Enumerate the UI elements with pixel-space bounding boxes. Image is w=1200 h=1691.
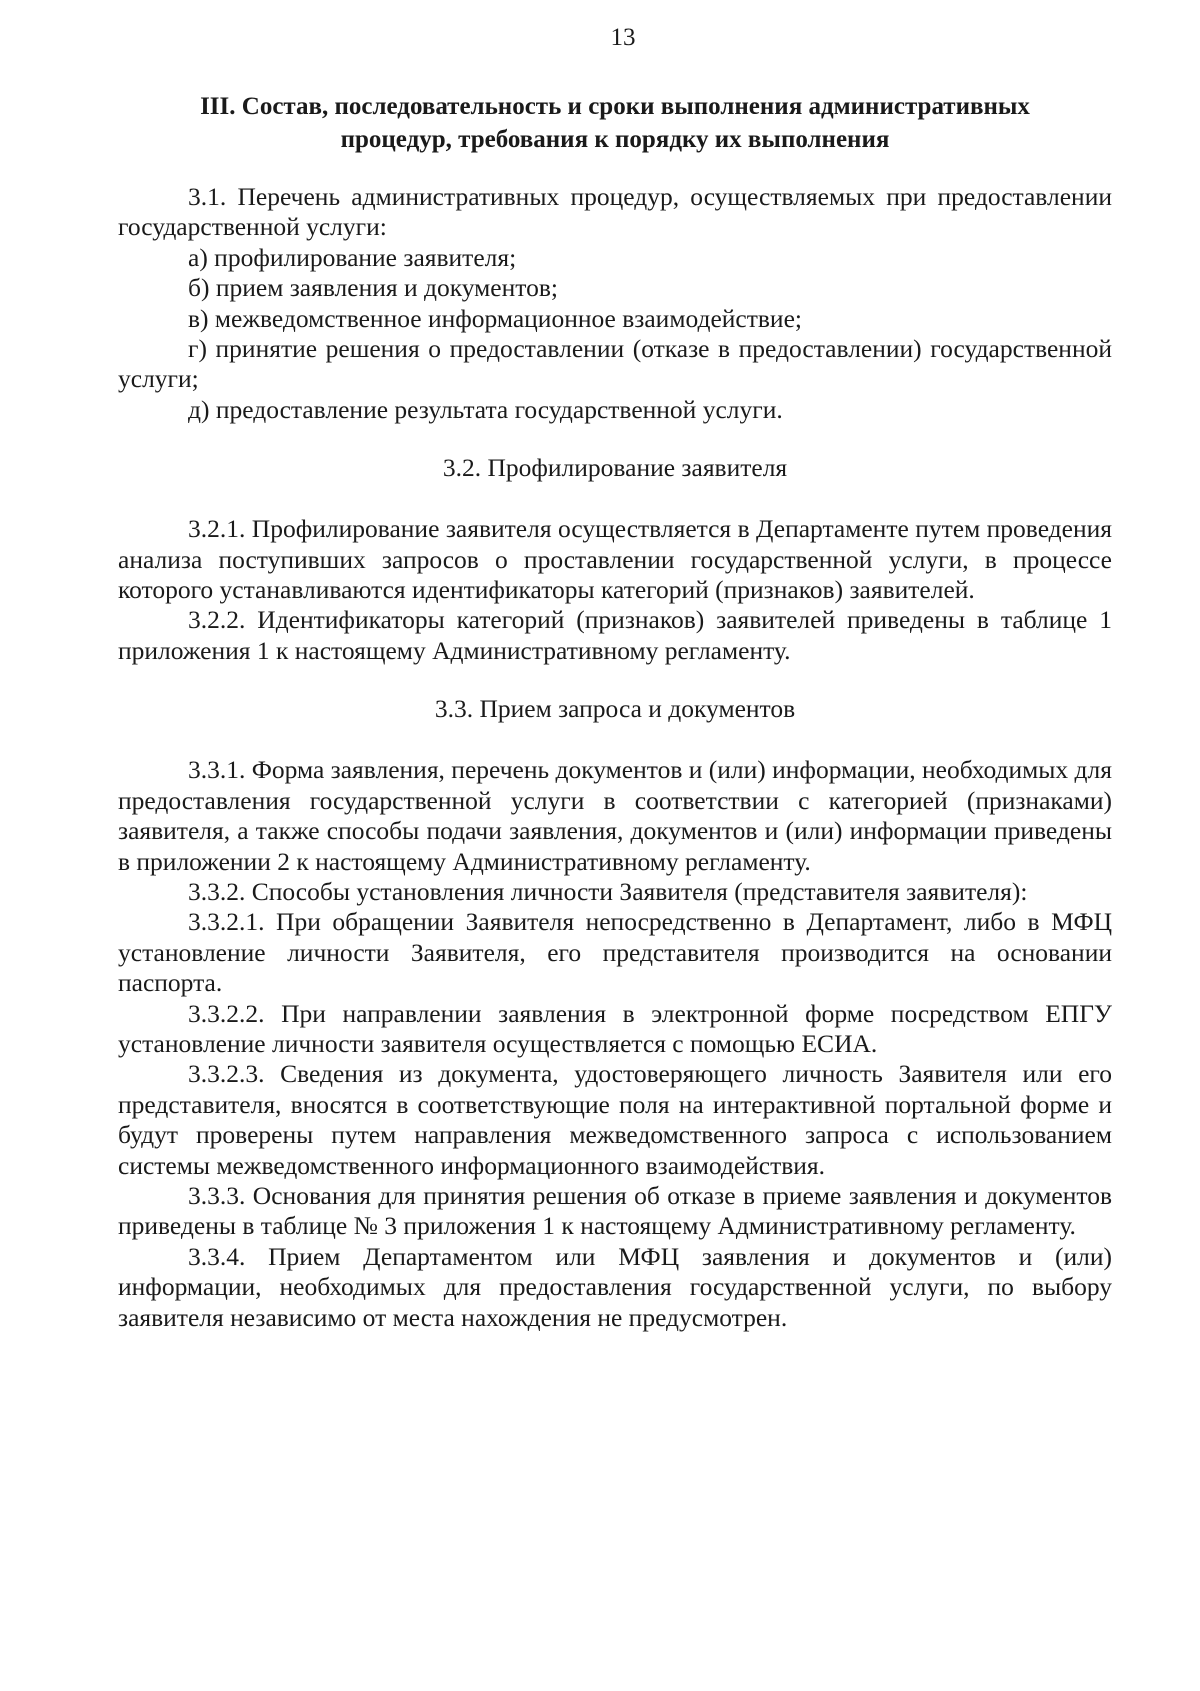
section-title-line-2: процедур, требования к порядку их выполнения: [340, 126, 890, 153]
paragraph-3-3-2: 3.3.2. Способы установления личности Заявителя (представителя заявителя):: [188, 876, 1028, 906]
paragraph-3-2-2: 3.2.2. Идентификаторы категорий (признаков) заявителей приведены в таблице 1 приложения 1 к настоящему Административному регламенту.: [118, 605, 1112, 665]
paragraph-3-3-2-2: 3.3.2.2. При направлении заявления в электронной форме посредством ЕПГУ установление личности заявителя осуществляется с помощью ЕСИА.: [118, 998, 1112, 1058]
paragraph-3-2-1: 3.2.1. Профилирование заявителя осуществляется в Департаменте путем проведения анализа поступивших запросов о проставлении государственной услуги, в процессе которого устанавливаются идентификаторы категорий (признаков) заявителей.: [118, 514, 1112, 605]
heading-3-3: 3.3. Прием запроса и документов: [434, 694, 796, 724]
list-item-a: а) профилирование заявителя;: [188, 242, 517, 272]
section-title: [118, 90, 1112, 156]
paragraph-3-1: 3.1. Перечень административных процедур, осуществляемых при предоставлении государственной услуги:: [118, 182, 1112, 242]
list-item-e: д) предоставление результата государственной услуги.: [188, 394, 783, 424]
document-page: [118, 24, 1112, 1333]
list-item-c: в) межведомственное информационное взаимодействие;: [188, 303, 802, 333]
section-title-line-1: III. Состав, последовательность и сроки выполнения административных: [200, 93, 1030, 120]
paragraph-3-3-3: 3.3.3. Основания для принятия решения об отказе в приеме заявления и документов приведены в таблице № 3 приложения 1 к настоящему Административному регламенту.: [118, 1180, 1112, 1241]
paragraph-3-3-2-1: 3.3.2.1. При обращении Заявителя непосредственно в Департамент, либо в МФЦ установление личности Заявителя, его представителя производится на основании паспорта.: [118, 907, 1112, 998]
heading-3-2: 3.2. Профилирование заявителя: [442, 453, 788, 483]
paragraph-3-3-2-3: 3.3.2.3. Сведения из документа, удостоверяющего личность Заявителя или его представителя, вносятся в соответствующие поля на интерактивной портальной форме и будут проверены путем направления межведомственного запроса с использованием системы межведомственного информационного взаимодействия.: [118, 1059, 1112, 1180]
paragraph-3-3-4: 3.3.4. Прием Департаментом или МФЦ заявления и документов и (или) информации, необходимых для предоставления государственной услуги, по выбору заявителя независимо от места нахождения не предусмотрен.: [118, 1241, 1112, 1332]
page-number: 13: [610, 24, 636, 51]
paragraph-3-3-1: 3.3.1. Форма заявления, перечень документов и (или) информации, необходимых для предоставления государственной услуги в соответствии с категорией (признаками) заявителя, а также способы подачи заявления, документов и (или) информации приведены в приложении 2 к настоящему Административному регламенту.: [118, 755, 1112, 876]
list-item-d: г) принятие решения о предоставлении (отказе в предоставлении) государственной услуги;: [118, 334, 1112, 394]
list-item-b: б) прием заявления и документов;: [188, 273, 558, 303]
